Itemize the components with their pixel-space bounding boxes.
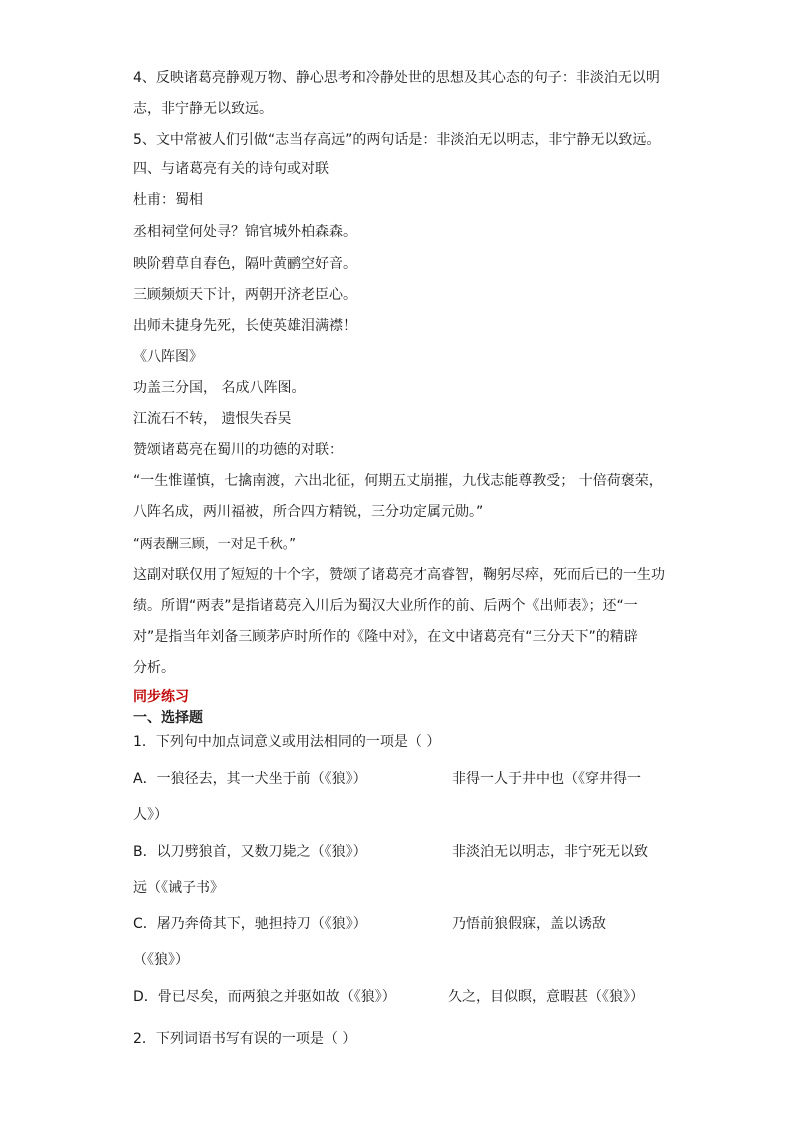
- option-b-cont: 远（《诫子书》: [133, 880, 224, 896]
- poem-title: 《八阵图》: [133, 349, 203, 365]
- text-line: 分析。: [133, 660, 175, 676]
- option-c-compare: 乃悟前狼假寐，盖以诱敌: [452, 916, 606, 932]
- poem-line: 映阶碧草自春色，隔叶黄鹂空好音。: [133, 256, 357, 272]
- poem-line: 丞相祠堂何处寻？锦官城外柏森森。: [133, 224, 357, 240]
- couplet-line: “两表酬三顾，一对足千秋。”: [133, 537, 296, 552]
- option-c: C．屠乃奔倚其下，驰担持刀（《狼》）: [133, 916, 367, 932]
- option-d: D．骨已尽矣，而两狼之并驱如故（《狼》）: [133, 989, 396, 1005]
- question-2: 2．下列词语书写有误的一项是（ ）: [133, 1031, 357, 1047]
- poem-title: 杜甫：蜀相: [133, 192, 203, 208]
- option-c-cont: （《狼》）: [133, 952, 189, 968]
- option-b: B．以刀劈狼首，又数刀毙之（《狼》）: [133, 844, 367, 860]
- option-a: A．一狼径去，其一犬坐于前（《狼》）: [133, 771, 367, 787]
- text-line: 5、文中常被人们引做“志当存高远”的两句话是：非淡泊无以明志，非宁静无以致远。: [133, 132, 661, 148]
- text-line: 对”是指当年刘备三顾茅庐时所作的《隆中对》，在文中诸葛亮有“三分天下”的精辟: [133, 629, 638, 645]
- question-1: 1．下列句中加点词意义或用法相同的一项是（ ）: [133, 734, 441, 750]
- couplet-line: 八阵名成，两川福被，所合四方精锐，三分功定属元勋。”: [133, 504, 484, 520]
- poem-line: 功盖三分国， 名成八阵图。: [133, 380, 306, 396]
- text-line: 绩。所谓“两表”是指诸葛亮入川后为蜀汉大业所作的前、后两个《出师表》；还“一: [133, 598, 638, 614]
- text-line: 志，非宁静无以致远。: [133, 101, 273, 117]
- option-d-compare: 久之，目似瞑，意暇甚（《狼》）: [448, 989, 644, 1005]
- poem-line: 三顾频烦天下计，两朝开济老臣心。: [133, 287, 357, 303]
- poem-line: 江流石不转， 遗恨失吞吴: [133, 411, 292, 427]
- section-heading: 四、与诸葛亮有关的诗句或对联: [133, 161, 329, 177]
- option-b-compare: 非淡泊无以明志，非宁死无以致: [452, 844, 648, 860]
- exercise-section: 一、选择题: [133, 710, 203, 726]
- poem-line: 出师未捷身先死，长使英雄泪满襟！: [133, 318, 357, 334]
- text-line: 这副对联仅用了短短的十个字，赞颂了诸葛亮才高睿智，鞠躬尽瘁，死而后已的一生功: [133, 567, 665, 583]
- option-a-cont: 人》）: [133, 807, 168, 823]
- exercise-heading: 同步练习: [133, 689, 189, 705]
- text-line: 赞颂诸葛亮在蜀川的功德的对联：: [133, 442, 343, 458]
- text-line: 4、反映诸葛亮静观万物、静心思考和冷静处世的思想及其心态的句子：非淡泊无以明: [133, 70, 660, 86]
- couplet-line: “一生惟谨慎，七擒南渡，六出北征，何期五丈崩摧，九伐志能尊教受； 十倍荷褒荣，: [133, 473, 663, 489]
- option-a-compare: 非得一人于井中也（《穿井得一: [452, 771, 641, 787]
